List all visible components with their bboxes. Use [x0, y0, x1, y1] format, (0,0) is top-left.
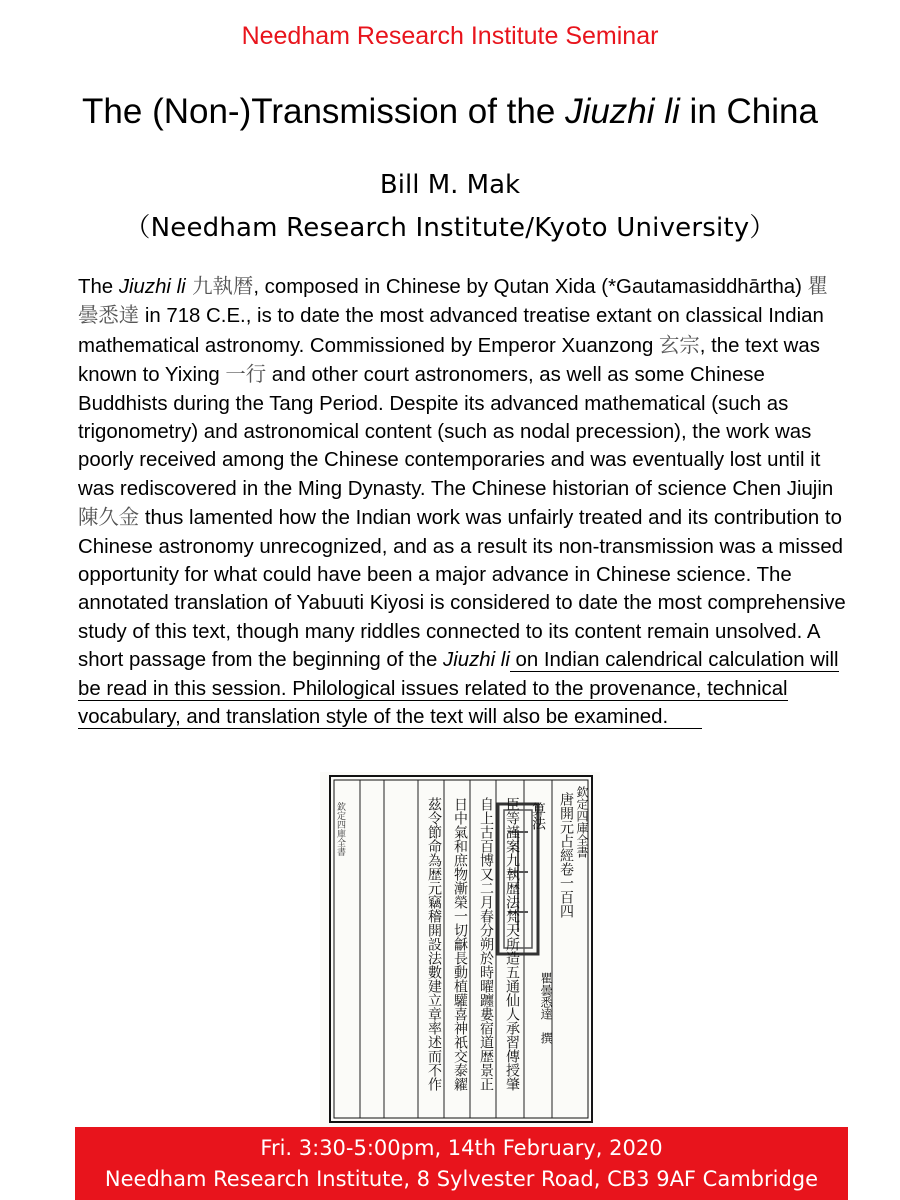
manuscript-scan-image [320, 772, 600, 1128]
abstract-chinese-term: 瞿曇悉達 [78, 274, 828, 328]
abstract-text: The [78, 276, 119, 298]
scan-column: 算法 [530, 802, 546, 830]
abstract-chinese-term: 九執暦 [185, 274, 254, 298]
event-details-banner [75, 1127, 848, 1200]
speaker-name: Bill M. Mak [379, 170, 521, 200]
abstract-text: in 718 C.E., is to date the most advanced treatise extant on classical Indian mathematical astronomy. Commissioned by Emperor Xuanzong [78, 305, 824, 357]
abstract-italic-title: Jiuzhi li [118, 276, 186, 298]
scan-column: 欽定四庫全書 [575, 786, 589, 858]
scan-margin-text: 欽定四庫全書 [335, 802, 345, 856]
talk-title [0, 92, 900, 132]
abstract-paragraph [78, 272, 848, 732]
abstract-text: , the text was known to Yixing [78, 334, 820, 387]
abstract-text: , composed in Chinese by Qutan Xida (*Gautamasiddhārtha) [253, 276, 808, 298]
abstract-italic-title: Jiuzhi li [443, 649, 510, 672]
abstract-text: and other court astronomers, as well as some Chinese Buddhists during the Tang Period. Despite its advanced mathematical (such as trigonometry) and astronomical content (such as nodal precession), the work was poorly received among the Chinese contemporaries and was eventually lost until it was rediscovered in the Ming Dynasty. The Chinese historian of science Chen Jiujin [78, 364, 834, 500]
scan-column: 日中氣和庶物漸榮一切龢長動植驩喜神祇交泰糴 [452, 797, 468, 1091]
scan-column: 茲令節命為歴元竊稽開設法數建立章率述而不作 [426, 797, 442, 1091]
title-part-1: The (Non-)Transmission of the [82, 92, 566, 131]
event-location: Needham Research Institute, 8 Sylvester Road, CB3 9AF Cambridge [104, 1167, 819, 1191]
scan-column: 自上古百博又二月春分朔於時曜躔婁宿道歴景正 [478, 797, 494, 1091]
abstract-chinese-term: 一行 [225, 362, 267, 387]
speaker-affiliation: （Needham Research Institute/Kyoto University） [124, 213, 776, 243]
abstract-chinese-term: 陳久金 [78, 505, 140, 530]
scan-author-line: 瞿曇悉達 撰 [539, 972, 553, 1044]
abstract-text: thus lamented how the Indian work was unfairly treated and its contribution to Chinese astronomy unrecognized, and as a result its non-transmission was a missed opportunity for what could have been a major advance in Chinese science. The annotated translation of Yabuuti Kiyosi is considered to date the most comprehensive study of this text, though many riddles connected to its content remain unsolved. A short passage from the beginning of the [78, 507, 846, 672]
abstract-text: on Indian calendrical calculation will be read in this session. Philological issues related to the provenance, technical vocabulary, and translation style of the text will also be examined. [78, 649, 839, 729]
seminar-series-title: Needham Research Institute Seminar [241, 22, 659, 50]
title-part-2: in China [679, 92, 818, 131]
title-italic: Jiuzhi li [565, 92, 680, 131]
scan-column: 唐開元占經卷一百四 [558, 792, 574, 918]
scan-column: 臣等謹案九執歴法梵天所造五通仙人承習傳授肇 [504, 797, 520, 1091]
abstract-chinese-term: 玄宗 [659, 332, 700, 357]
event-date-time: Fri. 3:30-5:00pm, 14th February, 2020 [260, 1136, 663, 1160]
